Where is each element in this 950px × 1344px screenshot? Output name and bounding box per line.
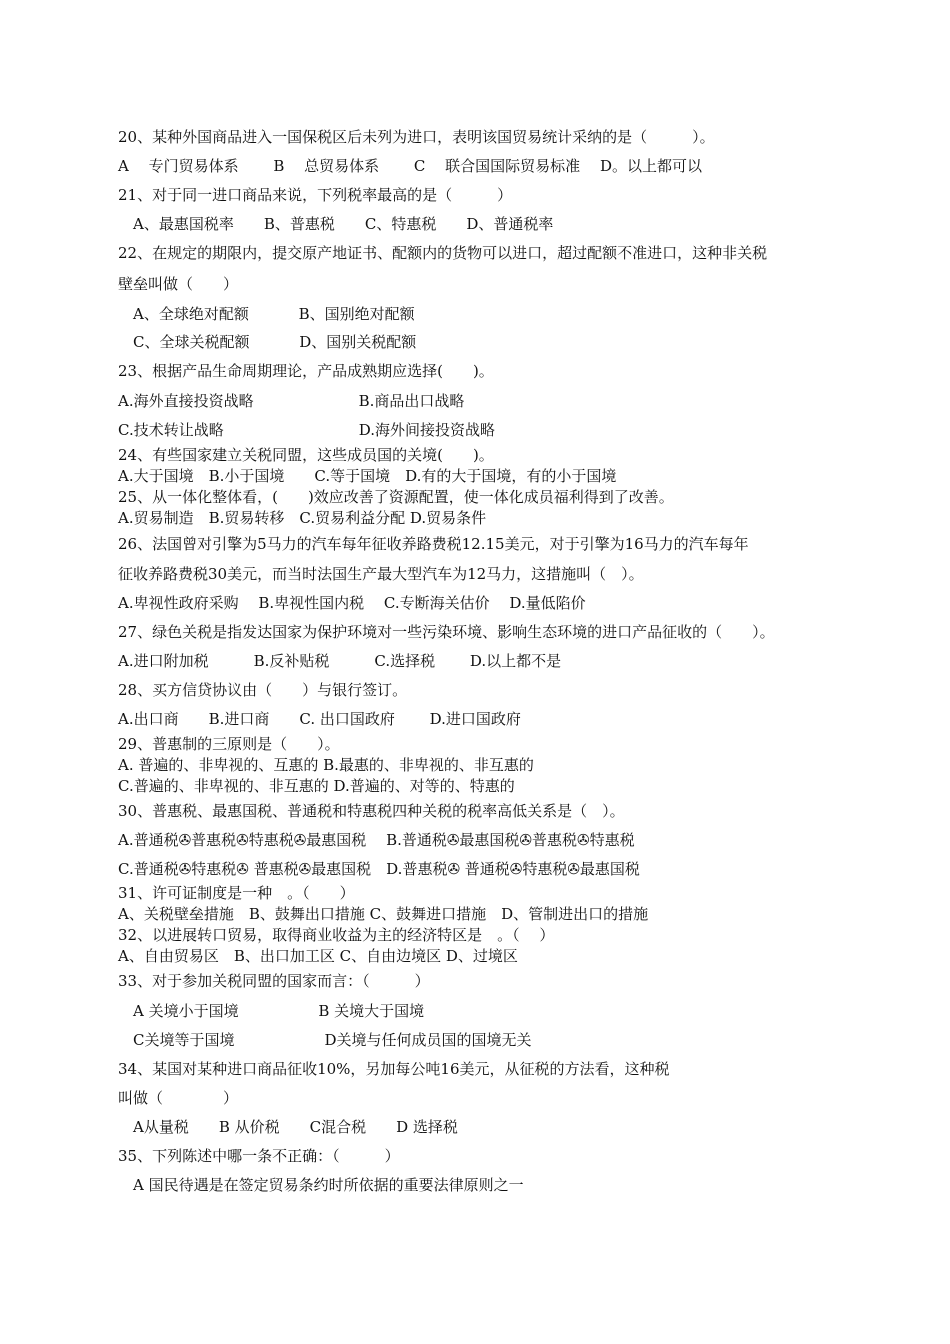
options-28: A.出口商 B.进口商 C. 出口国政府 D.进口国政府	[118, 710, 521, 728]
question-25: 25、从一体化整体看，( )效应改善了资源配置，使一体化成员福利得到了改善。	[118, 488, 674, 506]
options-21: A、最惠国税率 B、普惠税 C、特惠税 D、普通税率	[118, 215, 554, 233]
options-31: A、关税壁垒措施 B、鼓舞出口措施 C、鼓舞进口措施 D、管制进出口的措施	[118, 905, 649, 923]
question-31: 31、许可证制度是一种 。（ ）	[118, 884, 355, 902]
options-35-a: A 国民待遇是在签定贸易条约时所依据的重要法律原则之一	[118, 1176, 524, 1194]
options-32: A、自由贸易区 B、出口加工区 C、自由边境区 D、过境区	[118, 947, 518, 965]
question-28: 28、买方信贷协议由（ ）与银行签订。	[118, 681, 408, 699]
question-20: 20、某种外国商品进入一国保税区后未列为进口，表明该国贸易统计采纳的是（ ）。	[118, 128, 715, 146]
question-26-line1: 26、法国曾对引擎为5马力的汽车每年征收养路费税12.15美元，对于引擎为16马力的汽车每年	[118, 535, 749, 553]
question-35: 35、下列陈述中哪一条不正确：（ ）	[118, 1147, 400, 1165]
options-22-c-d: C、全球关税配额 D、国别关税配额	[118, 333, 417, 351]
options-30-a-b: A.普通税✇普惠税✇特惠税✇最惠国税 B.普通税✇最惠国税✇普惠税✇特惠税	[118, 831, 635, 849]
question-34-line1: 34、某国对某种进口商品征收10%，另加每公吨16美元，从征税的方法看，这种税	[118, 1060, 670, 1078]
options-26: A.卑视性政府采购 B.卑视性国内税 C.专断海关估价 D.量低陷价	[118, 594, 586, 612]
options-25: A.贸易制造 B.贸易转移 C.贸易利益分配 D.贸易条件	[118, 509, 487, 527]
question-23: 23、根据产品生命周期理论，产品成熟期应选择( )。	[118, 362, 494, 380]
options-23-c-d: C.技术转让战略 D.海外间接投资战略	[118, 421, 495, 439]
question-21: 21、对于同一进口商品来说，下列税率最高的是（ ）	[118, 186, 513, 204]
question-30: 30、普惠税、最惠国税、普通税和特惠税四种关税的税率高低关系是（ ）。	[118, 802, 625, 820]
options-33-a-b: A 关境小于国境 B 关境大于国境	[118, 1002, 425, 1020]
question-33: 33、对于参加关税同盟的国家而言：（ ）	[118, 972, 430, 990]
question-22-line2: 壁垒叫做（ ）	[118, 275, 239, 293]
options-27: A.进口附加税 B.反补贴税 C.选择税 D.以上都不是	[118, 652, 562, 670]
options-24: A.大于国境 B.小于国境 C.等于国境 D.有的大于国境，有的小于国境	[118, 467, 617, 485]
options-29-c-d: C.普遍的、非卑视的、非互惠的 D.普遍的、对等的、特惠的	[118, 777, 515, 795]
question-27: 27、绿色关税是指发达国家为保护环境对一些污染环境、影响生态环境的进口产品征收的（ ）。	[118, 623, 775, 641]
options-34: A从量税 B 从价税 C混合税 D 选择税	[118, 1118, 458, 1136]
options-29-a-b: A. 普遍的、非卑视的、互惠的 B.最惠的、非卑视的、非互惠的	[118, 756, 534, 774]
options-23-a-b: A.海外直接投资战略 B.商品出口战略	[118, 392, 465, 410]
question-22-line1: 22、在规定的期限内，提交原产地证书、配额内的货物可以进口，超过配额不准进口，这种非关税	[118, 244, 768, 262]
options-33-c-d: C关境等于国境 D关境与任何成员国的国境无关	[118, 1031, 532, 1049]
options-22-a-b: A、全球绝对配额 B、国别绝对配额	[118, 305, 415, 323]
question-32: 32、以进展转口贸易，取得商业收益为主的经济特区是 。（ ）	[118, 926, 555, 944]
question-24: 24、有些国家建立关税同盟，这些成员国的关境( )。	[118, 446, 494, 464]
options-30-c-d: C.普通税✇特惠税✇ 普惠税✇最惠国税 D.普惠税✇ 普通税✇特惠税✇最惠国税	[118, 860, 640, 878]
options-20: A 专门贸易体系 B 总贸易体系 C 联合国国际贸易标准 D。以上都可以	[118, 157, 702, 175]
question-34-line2: 叫做（ ）	[118, 1089, 239, 1107]
question-26-line2: 征收养路费税30美元，而当时法国生产最大型汽车为12马力，这措施叫（ ）。	[118, 565, 644, 583]
question-29: 29、普惠制的三原则是（ ）。	[118, 735, 340, 753]
